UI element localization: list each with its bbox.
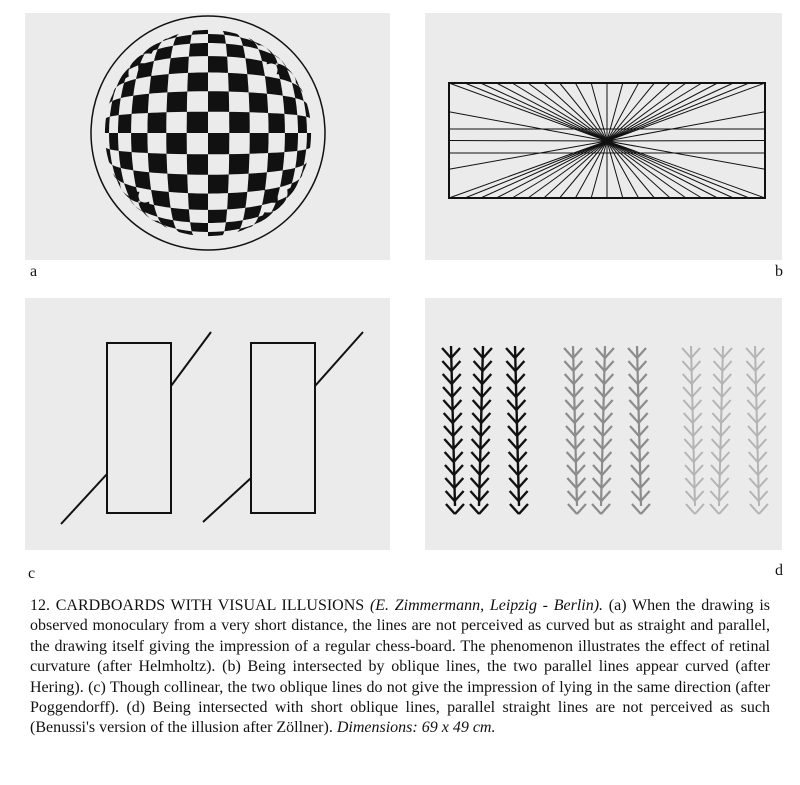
chessboard-square — [283, 96, 298, 116]
chessboard-square — [166, 133, 187, 154]
chessboard-square — [208, 34, 226, 44]
chessboard-square — [169, 57, 189, 75]
panel-label-b: b — [775, 263, 783, 280]
zollner-illusion-figure — [425, 298, 782, 550]
chessboard-square — [147, 112, 166, 133]
chessboard-square — [167, 92, 188, 113]
caption-part-a: (a) When the drawing is observed monoculary from a very short distance, the lines are not perceived as curved but as straight and parallel, the drawing itself giving the impression of a regular chess-board. The phenomenon illustrates the effect of retinal curvature (after Helmholtz). — [30, 597, 771, 676]
chessboard-square — [131, 133, 148, 153]
chessboard-square — [118, 114, 132, 133]
caption-part-d: (d) Being intersected with short oblique lines, parallel straight lines are not perceived as such (Benussi's version of the illusion after Zöllner). — [30, 699, 771, 737]
panel-label-a: a — [30, 263, 38, 280]
chessboard-square — [187, 72, 208, 91]
radial-line — [449, 141, 607, 142]
chessboard-square — [297, 115, 307, 133]
cardboard-a — [25, 13, 390, 260]
chessboard-square — [148, 153, 168, 174]
chessboard-square — [208, 209, 227, 223]
panel-label-c: c — [28, 565, 36, 582]
chessboard-square — [132, 94, 150, 114]
chessboard-square — [227, 192, 247, 210]
chessboard-square — [187, 112, 208, 133]
radial-line — [607, 141, 765, 142]
panel-label-d: d — [775, 562, 783, 579]
chessboard-square — [167, 174, 188, 194]
chessboard-square — [268, 113, 285, 133]
chessboard-square — [250, 133, 269, 154]
cardboard-b — [425, 13, 782, 260]
figure-dimensions: Dimensions: 69 x 49 cm. — [336, 719, 496, 737]
chessboard-square — [226, 44, 246, 59]
chessboard-square — [284, 133, 298, 152]
chessboard-illusion-figure — [25, 13, 390, 260]
chessboard-square — [188, 193, 208, 210]
chessboard-square — [229, 112, 250, 133]
chessboard-square — [171, 208, 191, 223]
chessboard-square — [109, 133, 119, 151]
chessboard-square — [228, 73, 249, 93]
chessboard-square — [189, 43, 208, 57]
poggendorff-illusion-figure — [25, 298, 390, 550]
cardboard-c — [25, 298, 390, 550]
caption-part-c: (c) Though collinear, the two oblique lines do not give the impression of lying in the same direction (after Poggendorff). — [30, 678, 771, 717]
figure-title: CARDBOARDS WITH VISUAL ILLUSIONS — [55, 597, 365, 614]
caption-part-b: (b) Being intersected by oblique lines, the two parallel lines appear curved (after Hering). — [30, 658, 771, 696]
figure-source: (E. Zimmermann, Leipzig - Berlin). — [369, 597, 604, 614]
chessboard-square — [187, 154, 208, 175]
chessboard-square — [267, 152, 285, 172]
chessboard-square — [208, 56, 228, 73]
cardboard-d — [425, 298, 782, 550]
chessboard-square — [208, 175, 229, 194]
hering-illusion-figure — [425, 13, 782, 260]
chessboard-square — [119, 151, 134, 171]
chessboard-square — [149, 74, 169, 94]
figure-caption — [30, 596, 770, 739]
chessboard-square — [249, 92, 269, 113]
figure-number: 12. — [30, 597, 50, 614]
chessboard-square — [190, 222, 208, 232]
chessboard-square — [229, 154, 250, 175]
chessboard-square — [208, 91, 229, 112]
chessboard-square — [208, 133, 229, 154]
chessboard-square — [247, 172, 267, 192]
